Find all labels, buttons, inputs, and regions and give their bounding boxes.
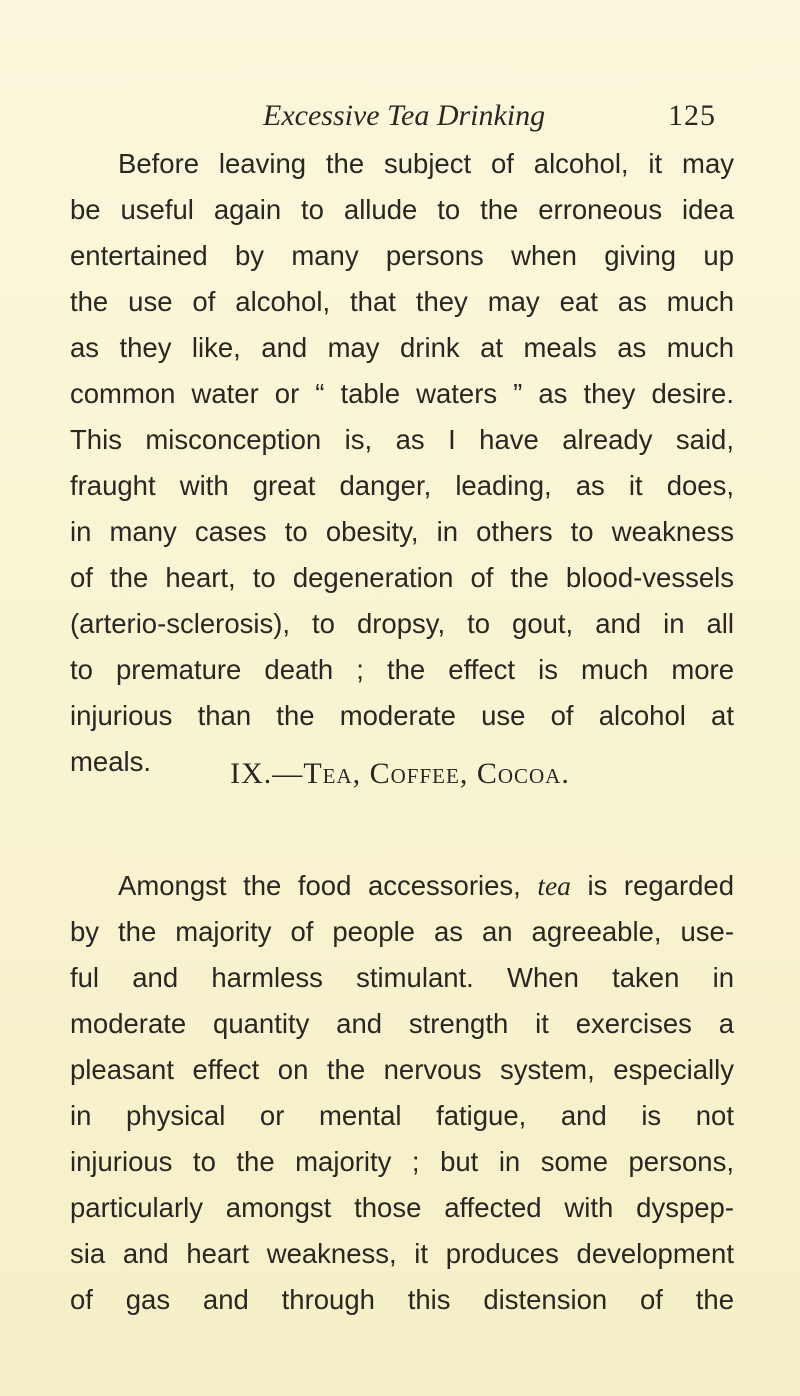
text-span: Amongst the food accessories, bbox=[118, 870, 538, 901]
text-line: entertained by many persons when giving up bbox=[70, 240, 734, 271]
text-line: as they like, and may drink at meals as much bbox=[70, 332, 734, 363]
text-line: injurious than the moderate use of alcohol at bbox=[70, 700, 734, 731]
section-numeral: IX.— bbox=[230, 757, 304, 790]
text-line: (arterio-sclerosis), to dropsy, to gout, and in all bbox=[70, 608, 734, 639]
section-title: Tea, Coffee, Cocoa. bbox=[303, 757, 570, 790]
running-title: Excessive Tea Drinking bbox=[263, 99, 546, 132]
text-line: Before leaving the subject of alcohol, it may bbox=[118, 148, 734, 179]
page-number: 125 bbox=[668, 99, 716, 132]
emphasized-word: tea bbox=[537, 870, 571, 901]
text-line: injurious to the majority ; but in some persons, bbox=[70, 1146, 734, 1177]
text-line: to premature death ; the effect is much more bbox=[70, 654, 734, 685]
text-line: of the heart, to degeneration of the blood-vessels bbox=[70, 562, 734, 593]
text-line: of gas and through this distension of the bbox=[70, 1284, 734, 1315]
text-line: fraught with great danger, leading, as it does, bbox=[70, 470, 734, 501]
text-line: by the majority of people as an agreeable, use- bbox=[70, 916, 734, 947]
text-line: sia and heart weakness, it produces development bbox=[70, 1238, 734, 1269]
text-line: be useful again to allude to the erroneous idea bbox=[70, 194, 734, 225]
text-line: in many cases to obesity, in others to weakness bbox=[70, 516, 734, 547]
text-line: pleasant effect on the nervous system, especially bbox=[70, 1054, 734, 1085]
section-heading bbox=[0, 752, 800, 796]
text-line: ful and harmless stimulant. When taken in bbox=[70, 962, 734, 993]
text-line: common water or “ table waters ” as they desire. bbox=[70, 378, 734, 409]
running-header bbox=[0, 96, 800, 136]
text-line: in physical or mental fatigue, and is not bbox=[70, 1100, 734, 1131]
text-line: moderate quantity and strength it exercises a bbox=[70, 1008, 734, 1039]
text-line: This misconception is, as I have already said, bbox=[70, 424, 734, 455]
text-line bbox=[118, 866, 734, 906]
text-span: is regarded bbox=[570, 870, 734, 901]
text-line: particularly amongst those affected with dyspep- bbox=[70, 1192, 734, 1223]
text-line: the use of alcohol, that they may eat as much bbox=[70, 286, 734, 317]
text-line: meals. bbox=[70, 746, 151, 777]
